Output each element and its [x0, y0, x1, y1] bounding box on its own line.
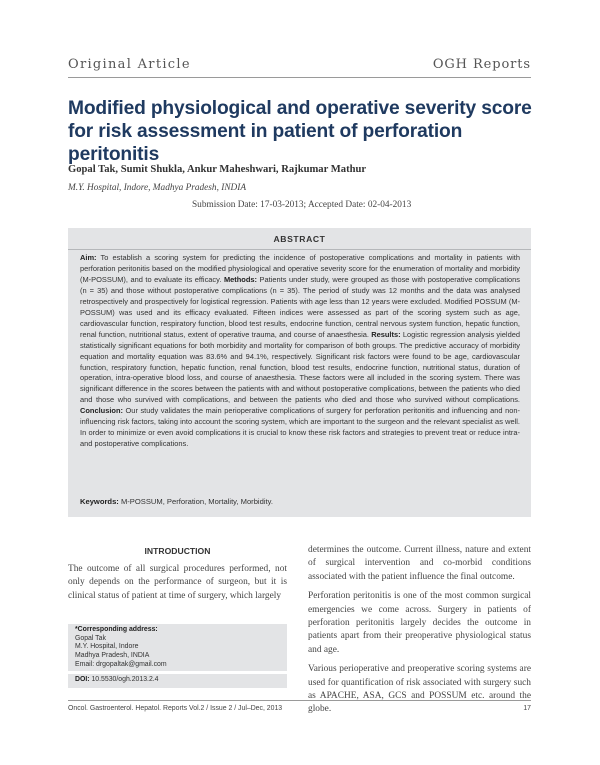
header-rule: [68, 77, 531, 78]
abstract-heading: ABSTRACT: [273, 234, 326, 244]
running-header: [68, 57, 531, 73]
aim-text: To establish a scoring system for predicting the incidence of postoperative complications and mortality in patients with perforation peritonitis based on the modified physiological and operative severity score for the enumeration of mortality and morbidity (M-POSSUM), and to evaluate its efficacy.: [80, 253, 520, 284]
conclusion-label: Conclusion:: [80, 406, 123, 416]
doi[interactable]: [75, 676, 159, 683]
article-title: Modified physiological and operative severity score for risk assessment in patient of perforation peritonitis: [68, 98, 532, 165]
footer-citation: Oncol. Gastroenterol. Hepatol. Reports Vol.2 / Issue 2 / Jul–Dec, 2013: [68, 705, 283, 712]
intro-paragraph-3: Perforation peritonitis is one of the most common surgical emergencies we come across. Surgery in patients of perforation peritonitis largely decides the outcome in patients apart from their preoperative physiological status and age.: [308, 591, 531, 655]
correspondence-text: [75, 626, 283, 670]
introduction-heading: INTRODUCTION: [144, 546, 211, 556]
submission-dates: Submission Date: 17-03-2013; Accepted Date: 02-04-2013: [192, 200, 412, 210]
methods-text: Patients under study, were grouped as those with postoperative complications (n = 35) and those without postoperative complications (n = 35). The period of study was 12 months and the data was analysed retrospectively and prospectively for logistical regression. Patients with age less than 12 years were excluded. Modified POSSUM (M-POSSUM) was used and its efficacy evaluated. Fifteen indices were assessed as part of the scoring system such as age, cardiovascular function, respiratory function, blood test results, endocrine function, central nervous system function, hepatic function, renal function, nutritional status, extent of operative trauma, and course of anaesthesia.: [80, 274, 520, 339]
footer-rule: [68, 700, 531, 701]
intro-paragraph-1: The outcome of all surgical procedures performed, not only depends on the performance of surgeon, but it is clinical status of patient at time of surgery, which largely: [68, 564, 287, 601]
affiliation: M.Y. Hospital, Indore, Madhya Pradesh, INDIA: [68, 183, 247, 193]
intro-paragraph-2: determines the outcome. Current illness, nature and extent of surgical intervention and co-morbid conditions associated with the patient influence the final outcome.: [308, 545, 531, 582]
article-type-label: Original Article: [68, 57, 191, 72]
results-label: Results:: [371, 329, 401, 339]
keywords-label: Keywords:: [80, 497, 119, 506]
correspondence-label: *Corresponding address:: [75, 626, 158, 633]
introduction-left-column: [68, 563, 287, 603]
correspondence-line: Madhya Pradesh, INDIA: [75, 652, 150, 660]
correspondence-line: Gopal Tak: [75, 634, 106, 642]
methods-label: Methods:: [223, 274, 257, 284]
introduction-right-column: [308, 544, 531, 723]
doi-value: 10.5530/ogh.2013.2.4: [89, 676, 159, 683]
aim-label: Aim:: [80, 253, 97, 262]
keywords-text: M-POSSUM, Perforation, Mortality, Morbidity.: [118, 497, 273, 506]
doi-label: DOI:: [75, 676, 90, 683]
page-number: 17: [523, 705, 531, 712]
abstract-body: [80, 253, 520, 450]
author-list: Gopal Tak, Sumit Shukla, Ankur Maheshwari, Rajkumar Mathur: [68, 164, 367, 175]
intro-paragraph-4: Various perioperative and preoperative scoring systems are used for quantification of risk associated with surgery such as APACHE, ASA, GCS and POSSUM etc. around the globe.: [308, 664, 531, 715]
keywords: [80, 497, 520, 506]
correspondence-email[interactable]: Email: drgopaltak@gmail.com: [75, 660, 167, 668]
conclusion-text: Our study validates the main perioperative complications of surgery for perforation peritonitis and influencing and non-influencing risk factors, taking into account the scoring system, which are important to the surgeon and the relevant specialist as well. In order to minimize or even avoid complications it is crucial to know these risk factors and strategies to prevent treat or reduce intra- and postoperative complications.: [80, 406, 520, 449]
abstract-rule: [68, 249, 531, 250]
correspondence-line: M.Y. Hospital, Indore: [75, 643, 139, 651]
journal-short-name: OGH Reports: [432, 57, 531, 72]
results-text: Logistic regression analysis yielded statistically significant equations for both morbidity and mortality for comparison of both groups. The predictive accuracy of morbidity equation and mortality equation was 83.6% and 94.1%, respectively. Significant risk factors were found to be age, cardiovascular function, respiratory function, hepatic function, renal function, blood test results, endocrine function, nutritional status, duration of operation, intra-operative blood loss, and course of anaesthesia. These factors were all included in the scoring system. There was significant difference in the scores between the patients with and without postoperative complications, between the patients who died and those who survived with complications, and between the patients who died and those who survived without complications.: [80, 329, 520, 405]
